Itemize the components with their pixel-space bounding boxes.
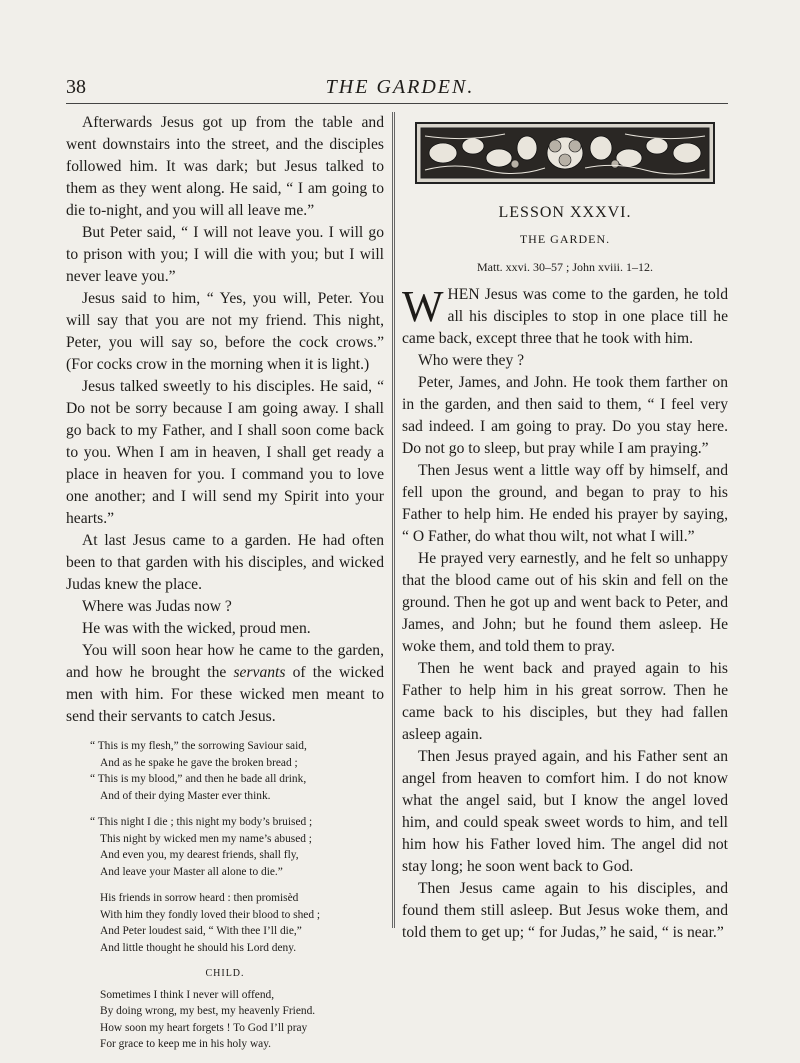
stanza	[90, 890, 384, 956]
poem-line: “ This is my flesh,” the sorrowing Saviour said,	[90, 740, 307, 752]
paragraph: Then Jesus came again to his disciples, and found them still asleep. But Jesus woke them, and told them to get up; “ for Judas,” he said, “ is near.”	[402, 880, 728, 941]
hymn	[90, 738, 384, 1053]
stanza	[90, 987, 384, 1053]
poem-line: “ This is my blood,” and then he bade all drink,	[90, 773, 307, 785]
paragraph: Who were they ?	[418, 352, 525, 369]
header-rule	[66, 103, 728, 104]
paragraph: Then Jesus prayed again, and his Father sent an angel from heaven to comfort him. I do not know what the angel said, but I know the angel loved him, and could speak sweet words to him, and tell him how his Father loved him. The angel did not stay long; he soon went back to God.	[402, 748, 728, 875]
poem-line: By doing wrong, my best, my heavenly Friend.	[100, 1005, 316, 1017]
stanza	[90, 814, 384, 880]
page-number: 38	[66, 76, 86, 98]
paragraph: At last Jesus came to a garden. He had often been to that garden with his disciples, and wicked Judas knew the place.	[66, 532, 384, 593]
paragraph: But Peter said, “ I will not leave you. I will go to prison with you; I will die with you; but I will never leave you.”	[66, 224, 384, 285]
left-column	[66, 112, 384, 1063]
paragraph: He prayed very earnestly, and he felt so unhappy that the blood came out of his skin and fell on the ground. Then he got up and went back to Peter, and James, and John; but he found them asleep. He woke them, and told them to pray.	[402, 550, 728, 655]
paragraph: Peter, James, and John. He took them farther on in the garden, and then said to them, “ I feel very sad indeed. I am going to pray. Do you stay here. Do not go to sleep, but pray while I am praying.”	[402, 374, 728, 457]
column-divider	[392, 112, 393, 928]
paragraph: Where was Judas now ?	[82, 598, 232, 615]
right-column	[402, 112, 728, 944]
paragraph: He was with the wicked, proud men.	[82, 620, 311, 637]
text-span: You will soon hear how he came to the garden, and how he brought the	[66, 642, 384, 681]
poem-line: Sometimes I think I never will offend,	[100, 988, 275, 1001]
poem-line: And even you, my dearest friends, shall fly,	[100, 849, 299, 861]
first-paragraph	[402, 284, 728, 350]
paragraph: Then he went back and prayed again to his Father to help him in his great sorrow. Then he came back to his disciples, but they had fallen asleep again.	[402, 660, 728, 743]
poem-line: And leave your Master all alone to die.”	[100, 865, 283, 878]
running-head: THE GARDEN.	[325, 76, 475, 98]
poem-line: His friends in sorrow heard : then promisèd	[100, 892, 299, 904]
poem-line: For grace to keep me in his holy way.	[100, 1038, 272, 1050]
text-span: of the wicked men with him. For these wicked men meant to send their servants to catch Jesus.	[66, 664, 385, 725]
poem-line: And as he spake he gave the broken bread ;	[100, 756, 298, 769]
ornamental-header-image	[415, 122, 715, 184]
paragraph: Then Jesus went a little way off by himself, and fell upon the ground, and began to pray to his Father to help him. He ended his prayer by saying, “ O Father, do what thou wilt, not what I will.”	[402, 462, 728, 545]
scripture-reference: Matt. xxvi. 30–57 ; John xviii. 1–12.	[476, 260, 653, 274]
column-divider	[394, 112, 395, 928]
poem-line: With him they fondly loved their blood to shed ;	[100, 908, 321, 921]
drop-cap: W	[402, 282, 444, 331]
paragraph: Jesus talked sweetly to his disciples. He said, “ Do not be sorry because I am going away. I shall go back to my Father, and I shall soon come back to you. When I am in heaven, I shall get ready a place in heaven for you. I command you to love one another; and I will send my Spirit into your hearts.”	[66, 378, 384, 527]
poem-line: And little thought he should his Lord deny.	[100, 941, 297, 954]
lesson-title: LESSON XXXVI.	[498, 204, 632, 221]
paragraph: Jesus said to him, “ Yes, you will, Peter. You will say that you are not my friend. This night, Peter, you will say so, before the cock crows.” (For cocks crow in the morning when it is light.)	[66, 290, 384, 373]
stanza	[90, 738, 384, 804]
paragraph: Afterwards Jesus got up from the table and went downstairs into the street, and the disciples followed him. It was dark; but Jesus talked to them as they went along. He said, “ I am going to die to-night, and you will all leave me.”	[66, 114, 384, 219]
poem-line: This night by wicked men my name’s abused ;	[100, 832, 312, 845]
poem-line: “ This night I die ; this night my body’s bruised ;	[90, 816, 313, 828]
poem-line: And Peter loudest said, “ With thee I’ll die,”	[100, 925, 302, 937]
text-span: HEN Jesus was come to the garden, he told all his disciples to stop in one place till he came back, except three that he took with him.	[402, 286, 728, 347]
poem-line: How soon my heart forgets ! To God I’ll pray	[100, 1021, 308, 1034]
italic-word: servants	[233, 664, 286, 681]
lesson-subtitle: THE GARDEN.	[519, 232, 611, 246]
child-heading: CHILD.	[205, 968, 245, 979]
poem-line: And of their dying Master ever think.	[100, 789, 271, 802]
paragraph	[66, 640, 384, 728]
